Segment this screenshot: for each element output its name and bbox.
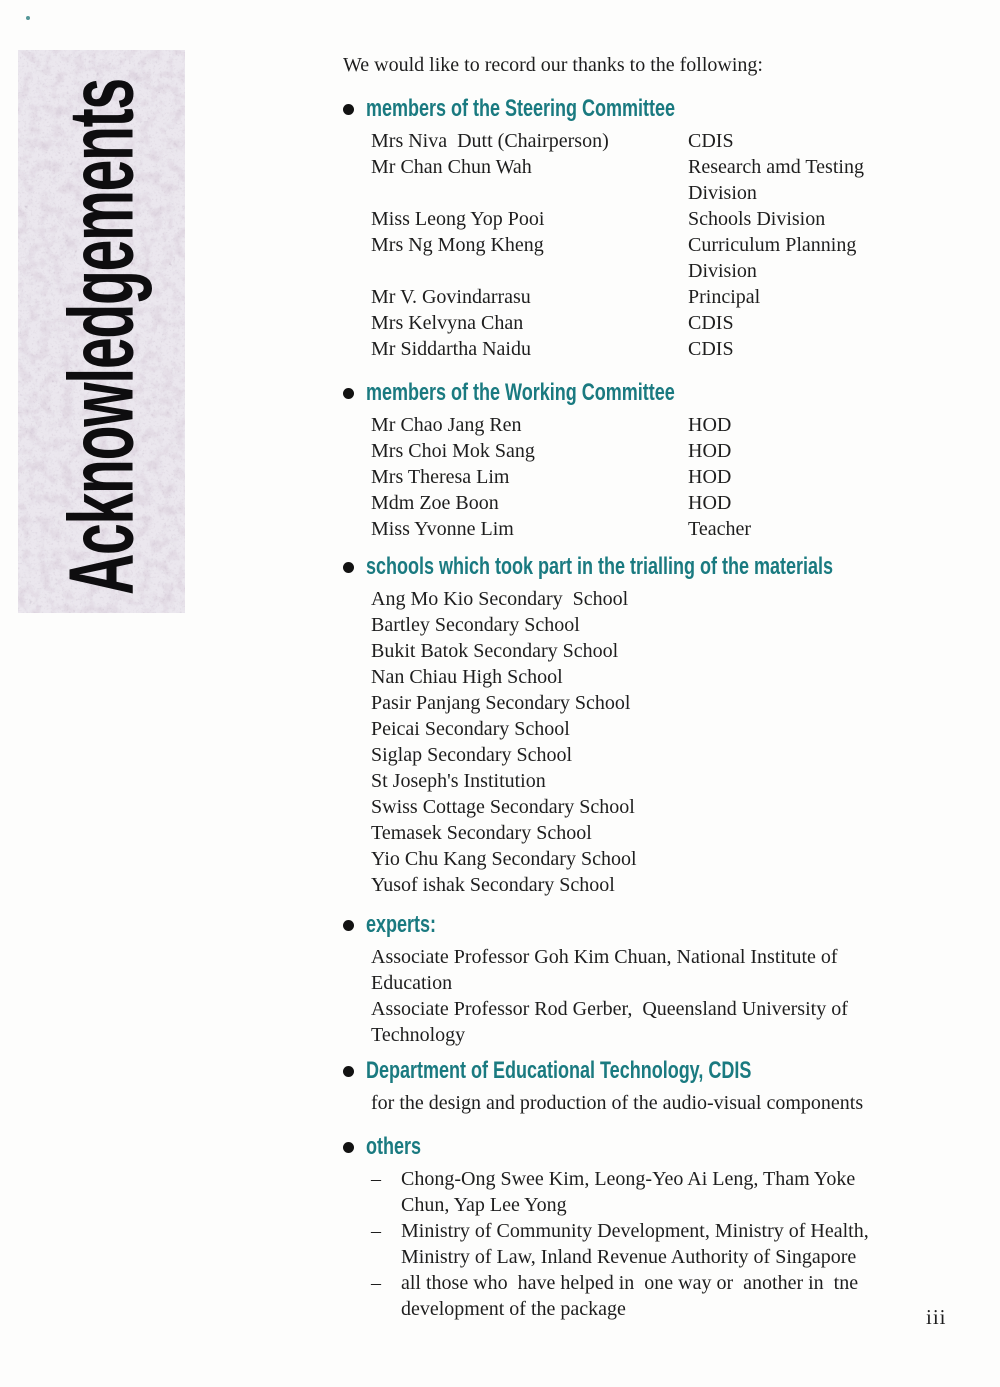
page-number: iii <box>926 1305 947 1329</box>
expert-entry <box>371 996 975 1048</box>
bullet-icon <box>343 920 354 931</box>
member-role: CDIS <box>688 130 734 152</box>
section-header <box>343 910 975 940</box>
school-name: Bartley Secondary School <box>371 614 580 636</box>
content-column <box>343 52 975 1322</box>
others-entry-text <box>401 1270 858 1322</box>
committee-row <box>371 412 975 438</box>
member-name: Mrs Kelvyna Chan <box>371 312 524 334</box>
member-role: HOD <box>688 466 732 488</box>
section-working-committee <box>343 378 975 542</box>
others-entry-line: Chong-Ong Swee Kim, Leong-Yeo Ai Leng, Tham Yoke <box>401 1168 856 1190</box>
member-name: Miss Yvonne Lim <box>371 518 514 540</box>
dept-body <box>371 1090 975 1116</box>
dash-icon: – <box>371 1220 381 1242</box>
member-name: Mr V. Govindarrasu <box>371 286 531 308</box>
bullet-icon <box>343 1066 354 1077</box>
others-entry <box>371 1218 975 1270</box>
dash-icon: – <box>371 1272 381 1294</box>
expert-entry-line: Technology <box>371 1024 466 1046</box>
member-role: Principal <box>688 286 761 308</box>
member-name: Mr Chao Jang Ren <box>371 414 522 436</box>
section-title: members of the Steering Committee <box>366 95 676 122</box>
member-role: HOD <box>688 414 732 436</box>
committee-row <box>371 490 975 516</box>
committee-row <box>371 464 975 490</box>
section-schools <box>343 552 975 898</box>
others-entry-line: Ministry of Law, Inland Revenue Authority of Singapore <box>401 1246 857 1268</box>
school-name: Pasir Panjang Secondary School <box>371 692 631 714</box>
bullet-icon <box>343 1142 354 1153</box>
section-header <box>343 552 975 582</box>
section-title: Department of Educational Technology, CDIS <box>366 1057 752 1084</box>
others-list <box>371 1166 975 1322</box>
section-title: members of the Working Committee <box>366 379 675 406</box>
member-role: CDIS <box>688 312 734 334</box>
school-name: Bukit Batok Secondary School <box>371 640 619 662</box>
expert-entry-line: Education <box>371 972 453 994</box>
section-header <box>343 1056 975 1086</box>
others-entry-text <box>401 1166 855 1218</box>
expert-entry <box>371 944 975 996</box>
school-name: Swiss Cottage Secondary School <box>371 796 635 818</box>
others-entry-line: Chun, Yap Lee Yong <box>401 1194 567 1216</box>
school-list <box>371 586 975 898</box>
scan-speck <box>26 16 30 20</box>
dash-icon: – <box>371 1168 381 1190</box>
school-name: Ang Mo Kio Secondary School <box>371 588 629 610</box>
others-entry-line: Ministry of Community Development, Ministry of Health, <box>401 1220 869 1242</box>
school-name: Siglap Secondary School <box>371 744 573 766</box>
committee-row <box>371 232 975 284</box>
school-name: Yusof ishak Secondary School <box>371 874 615 896</box>
dept-description: for the design and production of the audio-visual components <box>371 1092 864 1114</box>
member-name: Miss Leong Yop Pooi <box>371 208 545 230</box>
bullet-icon <box>343 562 354 573</box>
section-experts <box>343 910 975 1048</box>
others-entry <box>371 1166 975 1218</box>
others-entry-line: all those who have helped in one way or another in tne <box>401 1272 859 1294</box>
member-role: Research amd Testing Division <box>688 156 864 204</box>
section-title: experts: <box>366 911 437 938</box>
bullet-icon <box>343 104 354 115</box>
member-name: Mr Chan Chun Wah <box>371 156 532 178</box>
member-name: Mdm Zoe Boon <box>371 492 499 514</box>
expert-entry-line: Associate Professor Goh Kim Chuan, National Institute of <box>371 946 838 968</box>
section-dept <box>343 1056 975 1116</box>
steering-member-list <box>371 128 975 362</box>
others-entry-line: development of the package <box>401 1298 626 1320</box>
member-name: Mrs Niva Dutt (Chairperson) <box>371 130 609 152</box>
school-name: Peicai Secondary School <box>371 718 570 740</box>
others-entry-text <box>401 1218 869 1270</box>
section-header <box>343 378 975 408</box>
section-steering-committee <box>343 94 975 362</box>
school-name: St Joseph's Institution <box>371 770 546 792</box>
member-role: Teacher <box>688 518 751 540</box>
committee-row <box>371 128 975 154</box>
member-name: Mrs Ng Mong Kheng <box>371 234 544 256</box>
section-others <box>343 1132 975 1322</box>
school-name: Temasek Secondary School <box>371 822 592 844</box>
committee-row <box>371 284 975 310</box>
member-role: HOD <box>688 492 732 514</box>
expert-list <box>371 944 975 1048</box>
member-role: Curriculum Planning Division <box>688 234 857 282</box>
expert-entry-line: Associate Professor Rod Gerber, Queensland University of <box>371 998 848 1020</box>
member-role: HOD <box>688 440 732 462</box>
member-name: Mrs Choi Mok Sang <box>371 440 535 462</box>
committee-row <box>371 336 975 362</box>
committee-row <box>371 438 975 464</box>
member-name: Mrs Theresa Lim <box>371 466 510 488</box>
member-role: Schools Division <box>688 208 826 230</box>
intro-text: We would like to record our thanks to the following: <box>343 54 763 76</box>
others-entry <box>371 1270 975 1322</box>
committee-row <box>371 154 975 206</box>
working-member-list <box>371 412 975 542</box>
school-name: Nan Chiau High School <box>371 666 563 688</box>
section-header <box>343 94 975 124</box>
section-title: others <box>366 1133 422 1160</box>
member-role: CDIS <box>688 338 734 360</box>
committee-row <box>371 206 975 232</box>
banner-title: Acknowledgements <box>50 79 152 596</box>
school-name: Yio Chu Kang Secondary School <box>371 848 637 870</box>
section-title: schools which took part in the trialling of the materials <box>366 553 834 580</box>
bullet-icon <box>343 388 354 399</box>
acknowledgements-banner <box>18 50 185 613</box>
committee-row <box>371 310 975 336</box>
section-header <box>343 1132 975 1162</box>
member-name: Mr Siddartha Naidu <box>371 338 531 360</box>
committee-row <box>371 516 975 542</box>
